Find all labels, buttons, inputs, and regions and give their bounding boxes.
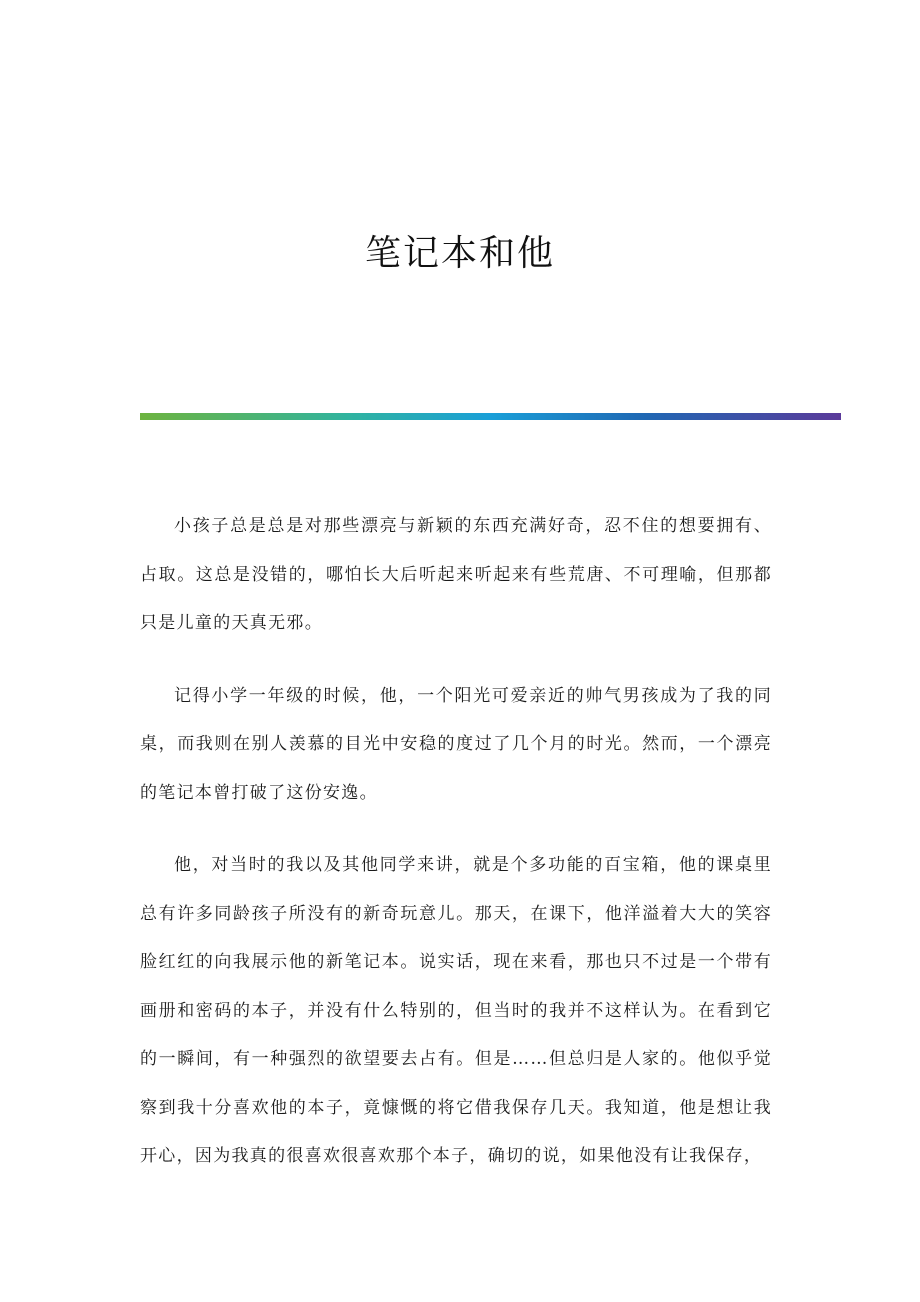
- paragraph: 他，对当时的我以及其他同学来讲，就是个多功能的百宝箱，他的课桌里总有许多同龄孩子所没有的新奇玩意儿。那天，在课下，他洋溢着大大的笑容脸红红的向我展示他的新笔记本。说实话，现在来看，那也只不过是一个带有画册和密码的本子，并没有什么特别的，但当时的我并不这样认为。在看到它的一瞬间，有一种强烈的欲望要去占有。但是……但总归是人家的。他似乎觉察到我十分喜欢他的本子，竟慷慨的将它借我保存几天。我知道，他是想让我开心，因为我真的很喜欢很喜欢那个本子，确切的说，如果他没有让我保存，: [140, 855, 772, 1166]
- paragraph: 记得小学一年级的时候，他，一个阳光可爱亲近的帅气男孩成为了我的同桌，而我则在别人羡慕的目光中安稳的度过了几个月的时光。然而，一个漂亮的笔记本曾打破了这份安逸。: [140, 685, 772, 803]
- title-divider: [140, 413, 841, 420]
- document-title: 笔记本和他: [364, 233, 555, 274]
- paragraph: 小孩子总是总是对那些漂亮与新颖的东西充满好奇，忍不住的想要拥有、占取。这总是没错的，哪怕长大后听起来听起来有些荒唐、不可理喻，但那都只是儿童的天真无邪。: [140, 516, 772, 633]
- document-body: [140, 502, 772, 1205]
